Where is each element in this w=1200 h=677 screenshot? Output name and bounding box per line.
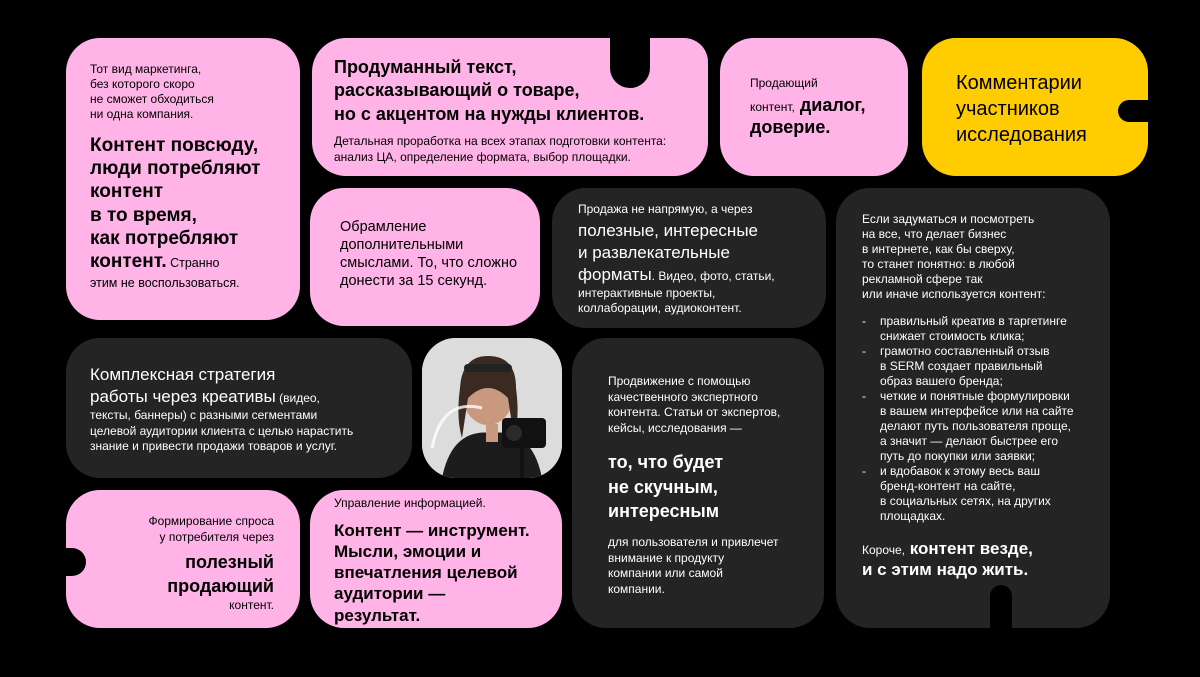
card-information-management [310, 490, 562, 628]
c9-small-line: качественного экспертного [608, 389, 758, 404]
c7-outro-small: Короче, [862, 543, 906, 557]
card-content-everywhere [66, 38, 300, 320]
c1-last-small: Странно [166, 255, 220, 270]
c4-line: исследования [956, 124, 1087, 146]
c3-bold1: диалог, [794, 94, 866, 115]
c7-bullet [862, 464, 1094, 524]
c7-intro-line: на все, что делает бизнес [862, 227, 1007, 241]
c3-bold2: доверие. [750, 117, 831, 138]
card-indirect-selling [552, 188, 826, 328]
c7-bullet-line: путь до покупки или заявки; [880, 449, 1036, 463]
c11-bold-line: впечатления целевой [334, 563, 518, 583]
c4-line: участников [956, 98, 1060, 120]
c6-small: Продажа не напрямую, а через [578, 202, 753, 216]
card-selling-content [720, 38, 908, 176]
c8-tail-line: знание и привести продажи товаров и услуг. [90, 439, 337, 454]
c2-small-line: Детальная проработка на всех этапах подготовки контента: [334, 134, 667, 149]
c7-bullet-line: четкие и понятные формулировки [880, 389, 1070, 403]
c1-last-bold: контент. [90, 250, 167, 272]
c10-bold-line: полезный [185, 552, 274, 573]
portrait-image [422, 338, 562, 478]
card-research-comments [922, 38, 1148, 176]
c7-intro-line: Если задуматься и посмотреть [862, 212, 1035, 226]
c5-line: Обрамление [340, 219, 427, 235]
c9-tail-line: компании или самой [608, 566, 723, 581]
c8-bold-line: Комплексная стратегия [90, 365, 276, 384]
c7-intro-line: или иначе используется контент: [862, 287, 1046, 301]
c10-tail: контент. [229, 597, 274, 612]
c1-main-line: Контент повсюду, [90, 135, 259, 156]
c1-intro-line: без которого скоро [90, 77, 195, 91]
c6-tail-line: коллаборации, аудиоконтент. [578, 301, 742, 316]
c7-bullet-line: бренд-контент на сайте, [880, 479, 1016, 493]
c6-bold-line: полезные, интересные [578, 220, 758, 240]
card-demand-formation [66, 490, 300, 628]
c2-main-line: Продуманный текст, [334, 57, 517, 77]
c11-bold-line: Контент — инструмент. [334, 520, 530, 540]
c1-intro-line: ни одна компания. [90, 107, 194, 121]
c4-notch [1118, 100, 1154, 122]
c4-line: Комментарии [956, 72, 1082, 94]
c10-small-line: у потребителя через [159, 529, 274, 544]
c1-intro-line: не сможет обходиться [90, 92, 214, 106]
c1-main-line: в то время, [90, 204, 197, 226]
c9-tail-line: компании. [608, 582, 665, 597]
c6-bold-line: и развлекательные [578, 242, 730, 262]
card-business-overview [836, 188, 1110, 628]
c7-bullet-line: в вашем интерфейсе или на сайте [880, 404, 1074, 418]
c11-bold-line: аудитории — [334, 584, 446, 604]
c9-small-line: контента. Статьи от экспертов, [608, 405, 781, 420]
c9-bold-line: не скучным, [608, 476, 718, 497]
c11-small: Управление информацией. [334, 496, 486, 510]
c9-bold-line: интересным [608, 500, 720, 521]
c9-tail-line: внимание к продукту [608, 550, 725, 565]
c3-small2: контент, [750, 99, 795, 114]
c9-bold-line: то, что будет [608, 452, 724, 473]
c7-outro-bold1: контент везде, [905, 539, 1033, 558]
c10-small-line: Формирование спроса [148, 514, 274, 528]
c7-bullet [862, 389, 1094, 464]
c6-tail-line: интерактивные проекты, [578, 285, 716, 300]
c11-bold-line: Мысли, эмоции и [334, 541, 482, 561]
c8-tail-line: целевой аудитории клиента с целью нарастить [90, 423, 354, 438]
c11-bold-line: результат. [334, 605, 421, 625]
c2-small-line: анализ ЦА, определение формата, выбор площадки. [334, 149, 631, 164]
c7-bullet-line: грамотно составленный отзыв [880, 344, 1050, 358]
c7-bullet-line: в социальных сетях, на других [880, 494, 1051, 508]
c7-intro-line: рекламной сфере так [862, 272, 983, 286]
card-expert-content [572, 338, 824, 628]
c7-dash: - [862, 464, 866, 478]
c1-main-line: контент [90, 181, 163, 203]
c7-bullet-line: площадках. [880, 509, 946, 523]
c1-main-line: люди потребляют [90, 158, 261, 180]
c7-notch [990, 585, 1012, 629]
c7-bullet-line: а значит — делают быстрее его [880, 434, 1058, 448]
c3-small1: Продающий [750, 76, 818, 90]
c7-intro-line: в интернете, как бы сверху, [862, 242, 1015, 256]
c5-line: смыслами. То, что сложно [340, 255, 518, 272]
card-complex-strategy [66, 338, 412, 478]
c1-main-line: как потребляют [90, 227, 239, 249]
c7-dash: - [862, 389, 866, 403]
c7-bullet-line: снижает стоимость клика; [880, 329, 1025, 343]
c1-tail: этим не воспользоваться. [90, 276, 240, 291]
c7-bullet-line: правильный креатив в таргетинге [880, 314, 1067, 328]
c7-dash: - [862, 344, 866, 358]
c2-main-line: рассказывающий о товаре, [334, 80, 580, 101]
c7-dash: - [862, 314, 866, 328]
c10-bold-line: продающий [167, 575, 274, 596]
c5-line: донести за 15 секунд. [340, 273, 488, 290]
c7-bullet [862, 314, 1094, 344]
c9-small-line: Продвижение с помощью [608, 374, 751, 388]
c7-intro-line: то станет понятно: в любой [862, 257, 1015, 271]
c6-bold-last: форматы [578, 264, 652, 284]
c7-bullet-line: образ вашего бренда; [880, 374, 1003, 388]
c8-small-after: (видео, [275, 391, 320, 406]
card-framing-meanings [310, 188, 540, 326]
c8-tail-line: тексты, баннеры) с разными сегментами [90, 408, 318, 423]
participant-photo [422, 338, 562, 478]
c5-line: дополнительными [340, 237, 464, 254]
c1-intro-line: Тот вид маркетинга, [90, 62, 202, 76]
c9-tail-line: для пользователя и привлечет [608, 535, 779, 550]
c8-bold-line2: работы через креативы [90, 387, 276, 407]
c9-small-line: кейсы, исследования — [608, 420, 742, 435]
c6-small-after: . Видео, фото, статьи, [651, 268, 775, 283]
c7-bullet [862, 344, 1094, 389]
c7-bullet-line: делают путь пользователя проще, [880, 419, 1072, 433]
c2-notch [610, 38, 650, 88]
c7-bullet-line: в SERM создает правильный [880, 359, 1043, 373]
c7-bullet-line: и вдобавок к этому весь ваш [880, 464, 1040, 478]
c2-main-line: но с акцентом на нужды клиентов. [334, 103, 645, 124]
c7-outro-bold2: и с этим надо жить. [862, 560, 1029, 580]
